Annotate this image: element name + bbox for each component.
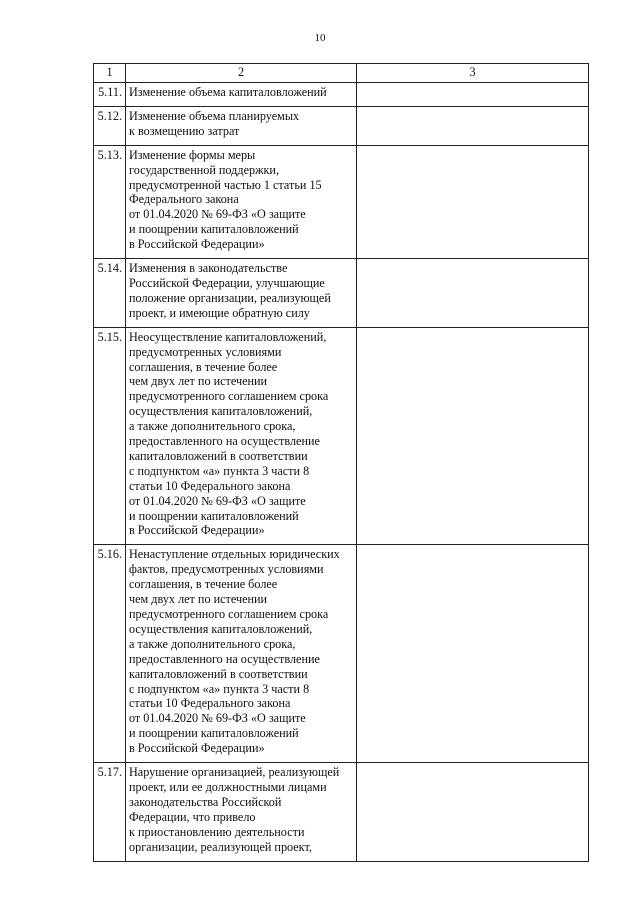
row-value-cell bbox=[357, 327, 589, 545]
column-header-1: 1 bbox=[94, 64, 126, 83]
column-header-3: 3 bbox=[357, 64, 589, 83]
row-number: 5.13. bbox=[94, 145, 126, 258]
row-description: Изменение формы меры государственной поддержки, предусмотренной частью 1 статьи 15 Федерального закона от 01.04.2020 № 69-ФЗ «О защите и поощрении капиталовложений в Российской Федерации» bbox=[126, 145, 357, 258]
row-value-cell bbox=[357, 145, 589, 258]
row-number: 5.16. bbox=[94, 545, 126, 763]
row-number: 5.17. bbox=[94, 763, 126, 861]
row-value-cell bbox=[357, 106, 589, 145]
row-number: 5.11. bbox=[94, 83, 126, 107]
table-row bbox=[94, 545, 589, 763]
row-description: Изменения в законодательстве Российской Федерации, улучшающие положение организации, реализующей проект, и имеющие обратную силу bbox=[126, 259, 357, 328]
row-number: 5.12. bbox=[94, 106, 126, 145]
row-value-cell bbox=[357, 763, 589, 861]
row-value-cell bbox=[357, 83, 589, 107]
row-number: 5.14. bbox=[94, 259, 126, 328]
measures-table bbox=[93, 63, 589, 862]
row-description: Нарушение организацией, реализующей проект, или ее должностными лицами законодательства Российской Федерации, что привело к приостановлению деятельности организации, реализующей проект, bbox=[126, 763, 357, 861]
table-row bbox=[94, 145, 589, 258]
row-description: Изменение объема планируемых к возмещению затрат bbox=[126, 106, 357, 145]
table-row bbox=[94, 259, 589, 328]
row-value-cell bbox=[357, 545, 589, 763]
column-header-2: 2 bbox=[126, 64, 357, 83]
table-row bbox=[94, 106, 589, 145]
table-header-row bbox=[94, 64, 589, 83]
row-description: Неосуществление капиталовложений, предусмотренных условиями соглашения, в течение более чем двух лет по истечении предусмотренного соглашением срока осуществления капиталовложений, а также дополнительного срока, предоставленного на осуществление капиталовложений в соответствии с подпунктом «а» пункта 3 части 8 статьи 10 Федерального закона от 01.04.2020 № 69-ФЗ «О защите и поощрении капиталовложений в Российской Федерации» bbox=[126, 327, 357, 545]
row-value-cell bbox=[357, 259, 589, 328]
page-number: 10 bbox=[314, 32, 326, 44]
row-description: Изменение объема капиталовложений bbox=[126, 83, 357, 107]
table-row bbox=[94, 83, 589, 107]
row-description: Ненаступление отдельных юридических фактов, предусмотренных условиями соглашения, в течение более чем двух лет по истечении предусмотренного соглашением срока осуществления капиталовложений, а также дополнительного срока, предоставленного на осуществление капиталовложений в соответствии с подпунктом «а» пункта 3 части 8 статьи 10 Федерального закона от 01.04.2020 № 69-ФЗ «О защите и поощрении капиталовложений в Российской Федерации» bbox=[126, 545, 357, 763]
row-number: 5.15. bbox=[94, 327, 126, 545]
table-row bbox=[94, 763, 589, 861]
table-row bbox=[94, 327, 589, 545]
